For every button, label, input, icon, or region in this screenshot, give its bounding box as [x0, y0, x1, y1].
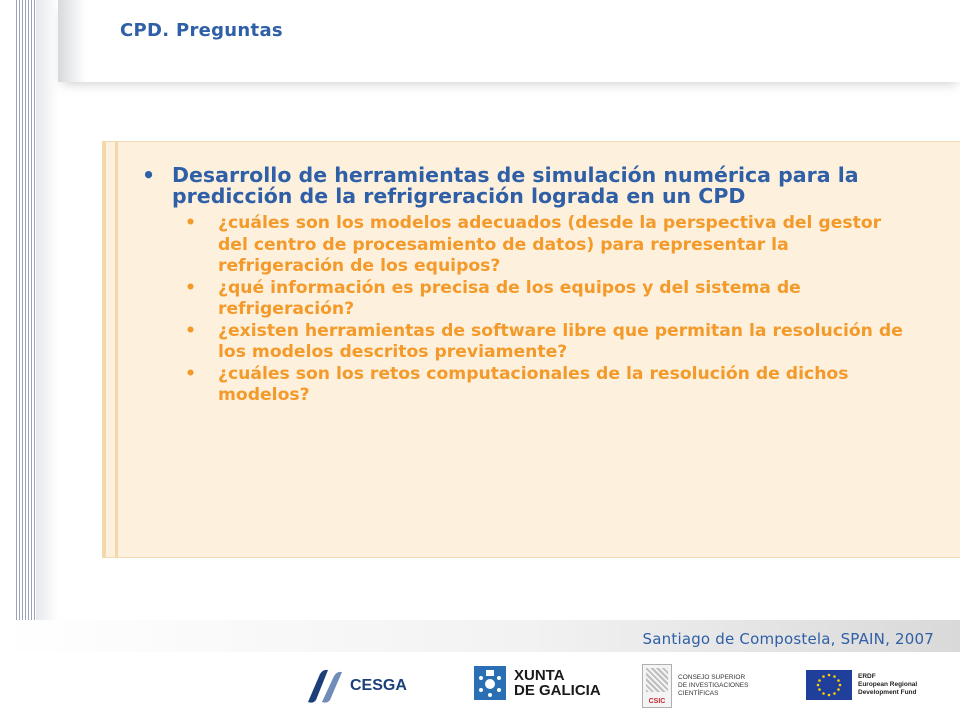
erdf-label-3: Development Fund	[858, 689, 917, 696]
csic-logo	[642, 664, 748, 708]
csic-badge-label: CSIC	[648, 698, 666, 705]
sub-bullet-text: ¿cuáles son los retos computacionales de la resolución de dichos modelos?	[218, 363, 849, 405]
cesga-swoosh-icon	[304, 668, 346, 704]
main-bullet-text: Desarrollo de herramientas de simulación numérica para la predicción de la refrigreración lograda en un CPD	[172, 163, 859, 208]
xunta-label-2: DE GALICIA	[514, 682, 601, 699]
sub-bullet-text: ¿existen herramientas de software libre que permitan la resolución de los modelos descritos previamente?	[218, 320, 903, 362]
sub-bullet-item	[172, 321, 910, 364]
csic-label-3: CIENTÍFICAS	[678, 690, 719, 697]
page-title: CPD. Preguntas	[120, 20, 283, 41]
erdf-logo	[806, 670, 917, 700]
bullet-dot: •	[185, 320, 196, 341]
left-stripe-band	[16, 0, 36, 638]
content-box-edge	[102, 142, 106, 557]
bullet-dot: •	[185, 277, 196, 298]
cesga-logo	[304, 668, 407, 704]
csic-label-2: DE INVESTIGACIONES	[678, 682, 749, 689]
sub-bullet-item	[172, 364, 910, 407]
xunta-emblem-icon	[474, 666, 506, 700]
bullet-list	[140, 165, 910, 407]
bullet-dot: •	[142, 163, 156, 187]
sponsor-logos	[0, 652, 960, 720]
main-bullet-item	[140, 165, 910, 407]
bullet-dot: •	[185, 363, 196, 384]
erdf-label-2: European Regional	[858, 681, 918, 688]
csic-seal-icon	[642, 664, 672, 708]
erdf-label-1: ERDF	[858, 673, 876, 680]
eu-flag-icon	[806, 670, 852, 700]
header-panel	[58, 0, 960, 82]
cesga-label: CESGA	[350, 677, 407, 694]
sub-bullet-item	[172, 278, 910, 321]
content-box-edge-inner	[115, 142, 118, 557]
csic-label-1: CONSEJO SUPERIOR	[678, 674, 746, 681]
footer-location: Santiago de Compostela, SPAIN, 2007	[642, 630, 934, 648]
sub-bullet-text: ¿cuáles son los modelos adecuados (desde la perspectiva del gestor del centro de procesamiento de datos) para representar la refrigeración de los equipos?	[218, 213, 882, 276]
sub-bullet-text: ¿qué información es precisa de los equipos y del sistema de refrigeración?	[218, 277, 801, 319]
left-stripe-shadow	[36, 0, 58, 638]
xunta-label-1: XUNTA	[514, 667, 565, 684]
sub-bullet-list	[172, 213, 910, 407]
xunta-logo	[474, 666, 601, 700]
sub-bullet-item	[172, 213, 910, 278]
bullet-dot: •	[185, 213, 196, 233]
header-shade	[58, 0, 86, 82]
